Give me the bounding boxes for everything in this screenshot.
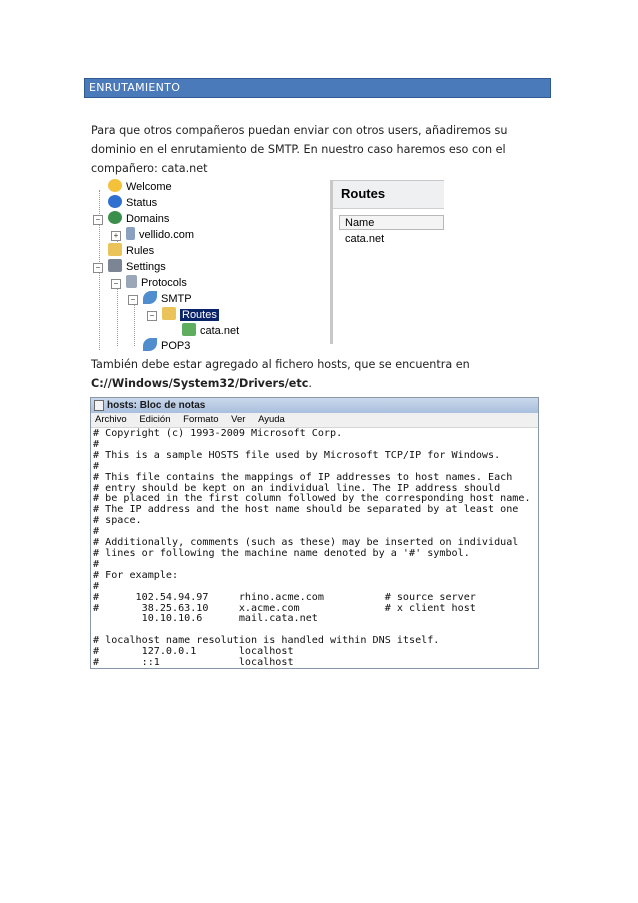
routes-title: Routes (333, 181, 444, 209)
menu-edicion[interactable]: Edición (139, 414, 171, 425)
hosts-path: C://Windows/System32/Drivers/etc (91, 377, 309, 390)
folder-icon (162, 307, 176, 320)
tools-icon (108, 259, 122, 272)
feather-icon (143, 291, 157, 304)
tree-item-vellido[interactable]: vellido.com (126, 227, 194, 243)
paragraph-2: También debe estar agregado al fichero hosts, que se encuentra en C://Windows/System32/Drivers/etc. (91, 358, 470, 390)
hosts-file-content[interactable]: # Copyright (c) 1993-2009 Microsoft Corp. # # This is a sample HOSTS file used by Microsoft TCP/IP for Windows. # # This file contains the mappings of IP addresses to host names. Each # entry should be kept on an individual line. The IP address should # be placed in the first column followed by the corresponding host name. # The IP address and the host name should be separated by at least one # space. # # Additionally, comments (such as these) may be inserted on individual # lines or following the machine name denoted by a '#' symbol. # # For example: # # 102.54.94.97 rhino.acme.com # source server # 38.25.63.10 x.acme.com # x client host 10.10.10.6 mail.cata.net # localhost name resolution is handled within DNS itself. # 127.0.0.1 localhost # ::1 localhost (93, 428, 531, 669)
collapse-settings-toggle[interactable]: − (93, 263, 103, 273)
routes-panel (330, 180, 444, 344)
expand-vellido-toggle[interactable]: + (111, 231, 121, 241)
menu-ayuda[interactable]: Ayuda (258, 414, 285, 425)
list-item[interactable]: cata.net (345, 233, 385, 245)
section-title: ENRUTAMIENTO (89, 81, 181, 94)
tree-item-catanet[interactable]: cata.net (182, 323, 239, 339)
tree-item-smtp[interactable]: SMTP (143, 291, 192, 307)
menu-archivo[interactable]: Archivo (95, 414, 127, 425)
tree-item-rules[interactable]: Rules (108, 243, 154, 259)
name-column-header[interactable]: Name (339, 215, 444, 230)
server-icon (126, 227, 135, 240)
menu-ver[interactable]: Ver (231, 414, 246, 425)
tree-item-pop3[interactable]: POP3 (143, 338, 190, 354)
notepad-titlebar: hosts: Bloc de notas (91, 398, 538, 413)
tree-item-status[interactable]: Status (108, 195, 157, 211)
collapse-domains-toggle[interactable]: − (93, 215, 103, 225)
collapse-protocols-toggle[interactable]: − (111, 279, 121, 289)
section-header (84, 78, 551, 98)
folder-icon (108, 243, 122, 256)
globe-icon (108, 211, 122, 224)
paragraph-1: Para que otros compañeros puedan enviar con otros users, añadiremos su dominio en el enrutamiento de SMTP. En nuestro caso haremos eso con el compañero: cata.net (91, 124, 508, 175)
route-icon (182, 323, 196, 336)
protocols-icon (126, 275, 137, 288)
info-icon (108, 195, 122, 208)
tree-item-settings[interactable]: Settings (108, 259, 166, 275)
tree-item-welcome[interactable]: Welcome (108, 179, 172, 195)
collapse-routes-toggle[interactable]: − (147, 311, 157, 321)
star-icon (108, 179, 122, 192)
notepad-icon (94, 400, 104, 411)
menu-bar (91, 413, 538, 428)
tree-view (90, 176, 311, 352)
menu-formato[interactable]: Formato (183, 414, 219, 425)
collapse-smtp-toggle[interactable]: − (128, 295, 138, 305)
tree-item-domains[interactable]: Domains (108, 211, 169, 227)
tree-item-routes[interactable]: Routes (162, 307, 219, 323)
feather-icon (143, 338, 157, 351)
tree-item-protocols[interactable]: Protocols (126, 275, 187, 291)
notepad-window (90, 397, 539, 669)
